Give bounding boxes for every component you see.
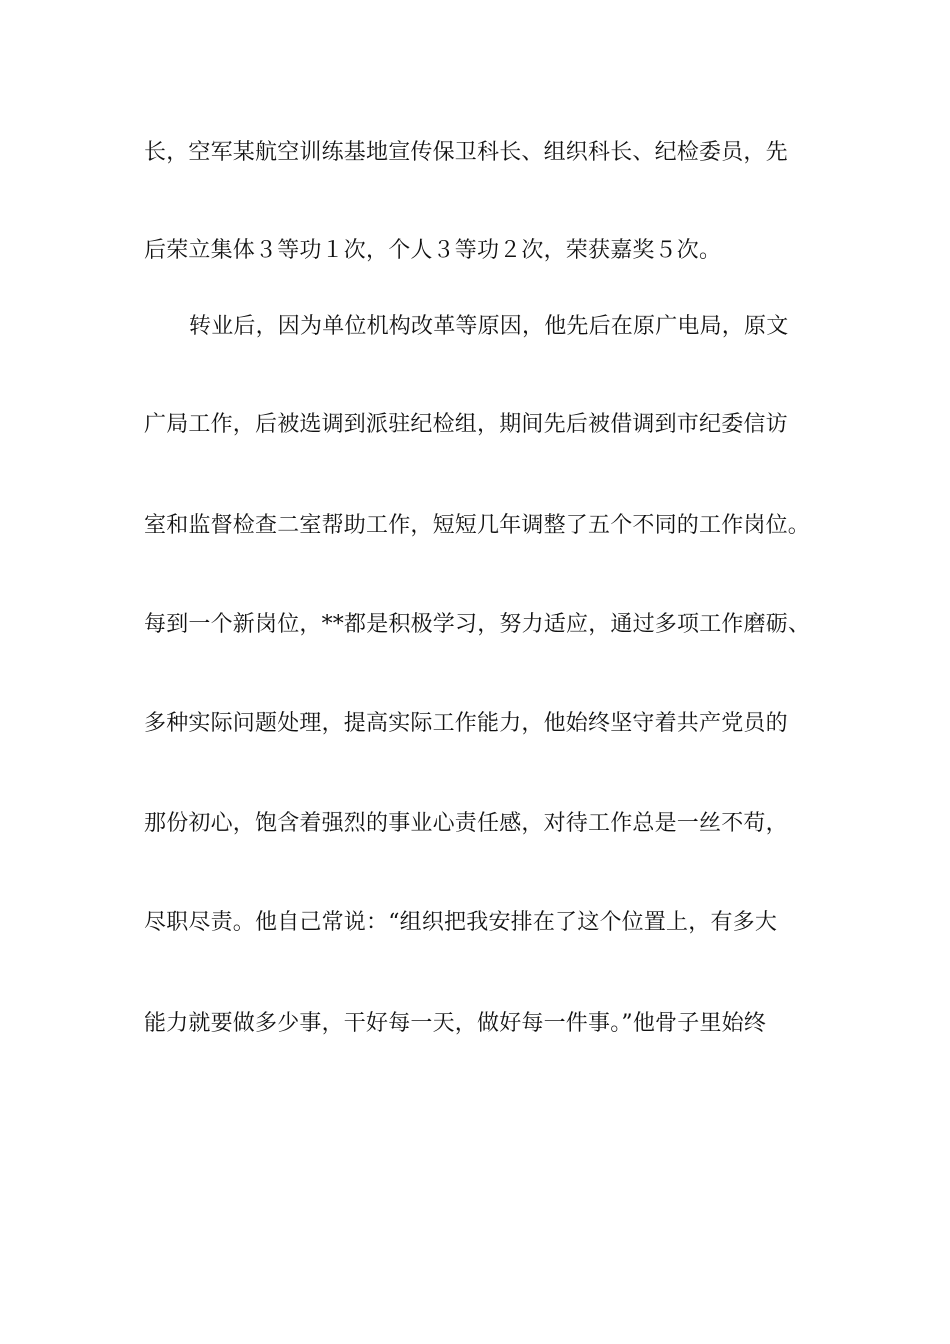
paragraph-line: 广局工作，后被选调到派驻纪检组，期间先后被借调到市纪委信访 [144, 412, 788, 437]
paragraph-line: 转业后，因为单位机构改革等原因，他先后在原广电局，原文 [189, 314, 789, 339]
paragraph-line: 尽职尽责。他自己常说：“组织把我安排在了这个位置上，有多大 [144, 910, 778, 935]
paragraph-line: 长，空军某航空训练基地宣传保卫科长、组织科长、纪检委员，先 [144, 140, 788, 165]
paragraph-line: 室和监督检查二室帮助工作，短短几年调整了五个不同的工作岗位。 [144, 513, 811, 538]
paragraph-line: 那份初心，饱含着强烈的事业心责任感，对待工作总是一丝不苟， [144, 811, 788, 836]
paragraph-line: 后荣立集体３等功１次，个人３等功２次，荣获嘉奖５次。 [144, 238, 722, 263]
paragraph-line: 每到一个新岗位，**都是积极学习，努力适应，通过多项工作磨砺、 [144, 612, 811, 637]
paragraph-line: 能力就要做多少事，干好每一天，做好每一件事。”他骨子里始终 [144, 1011, 767, 1036]
paragraph-line: 多种实际问题处理，提高实际工作能力，他始终坚守着共产党员的 [144, 711, 788, 736]
